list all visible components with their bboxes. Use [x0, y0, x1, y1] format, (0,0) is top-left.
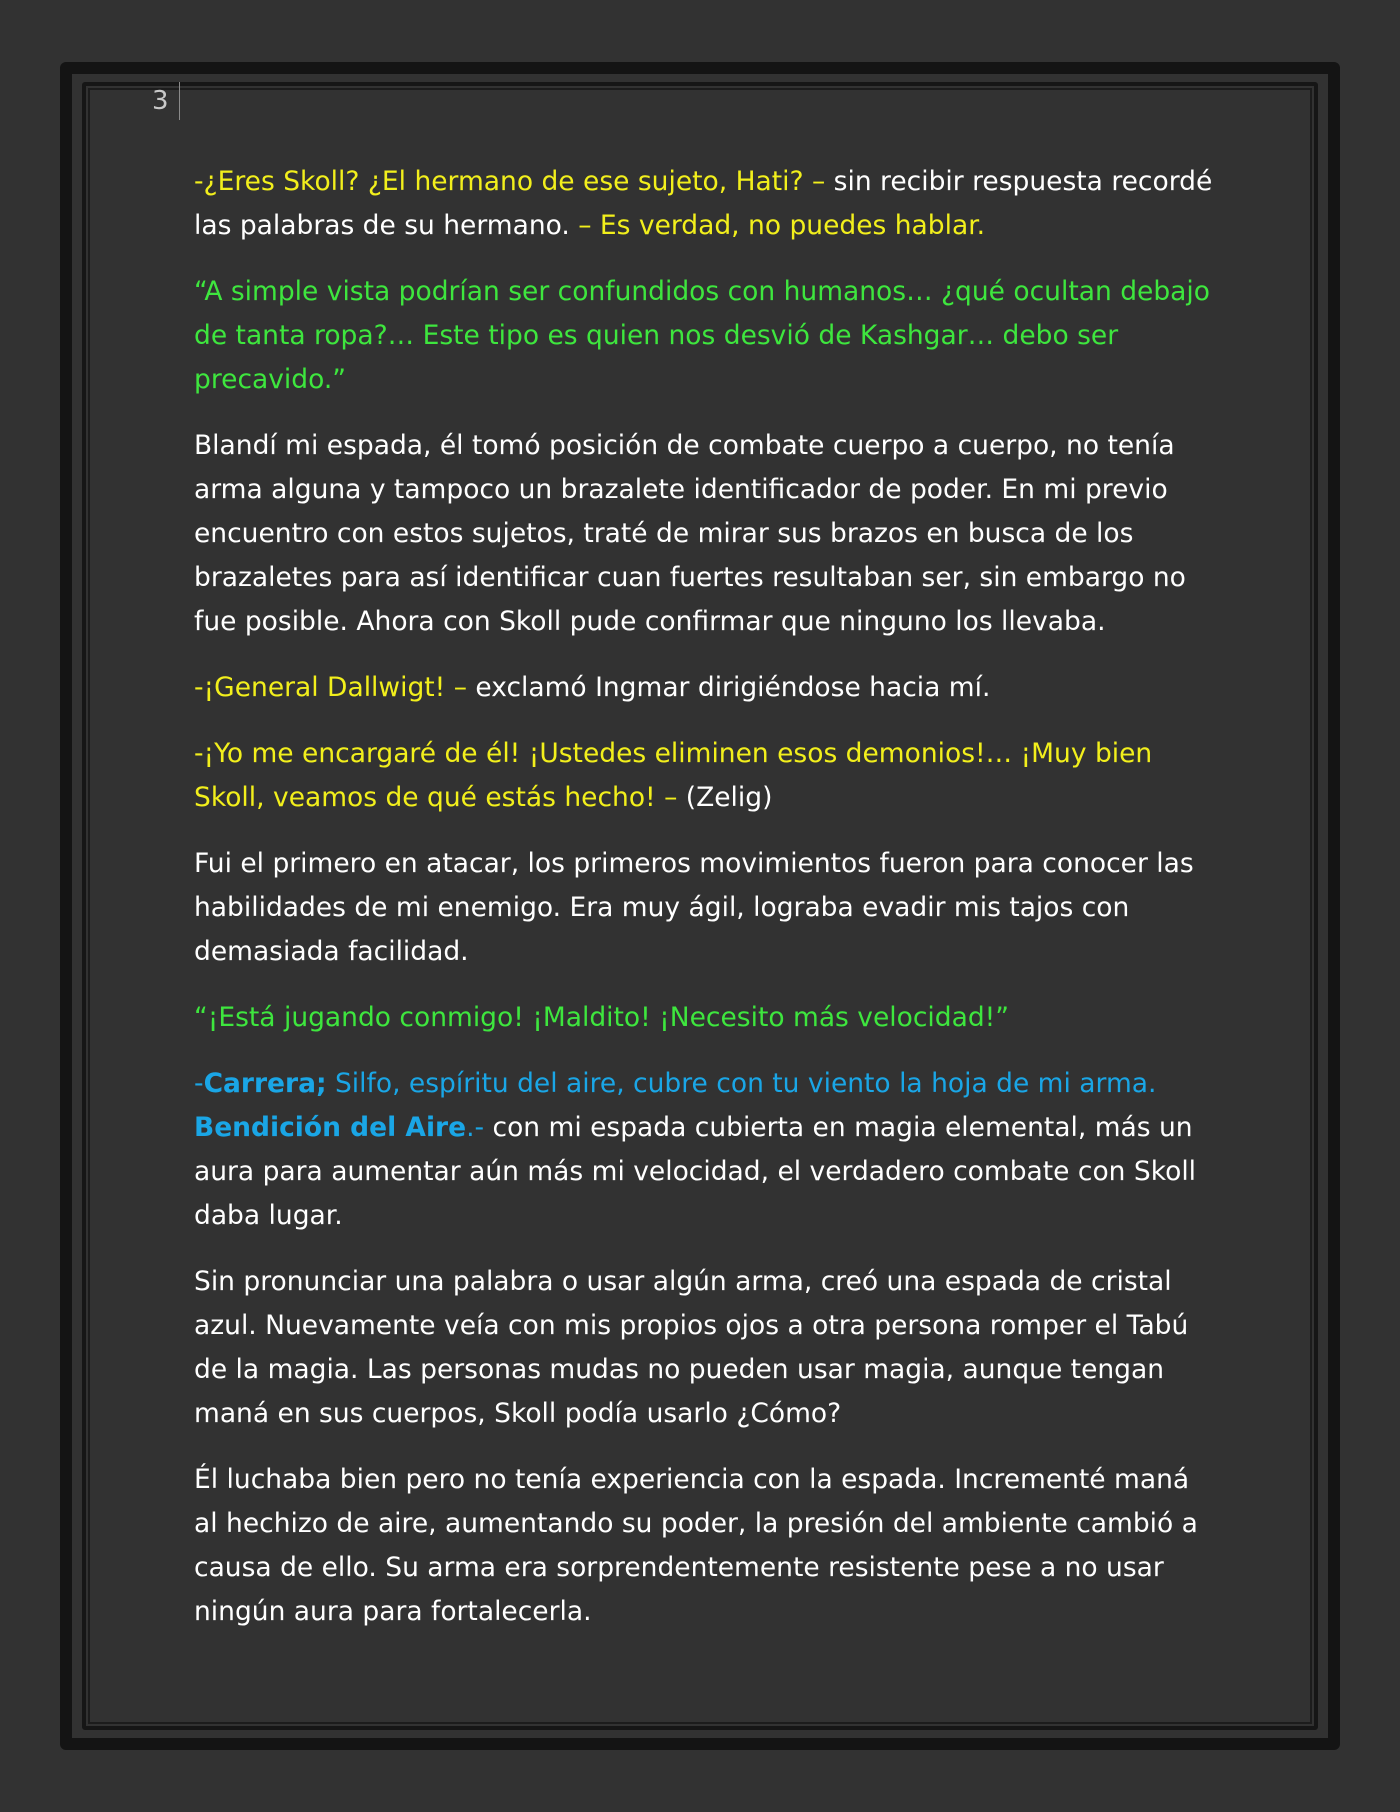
- spell-end: .-: [466, 1112, 485, 1143]
- dialogue-zelig: -¡Yo me encargaré de él! ¡Ustedes eliminen esos demonios!… ¡Muy bien Skoll, veamos de qué estás hecho! –: [194, 738, 1153, 813]
- paragraph-10: [194, 1458, 1216, 1634]
- dialogue-zelig: -¿Eres Skoll? ¿El hermano de ese sujeto, Hati? –: [194, 166, 826, 197]
- narration: Fui el primero en atacar, los primeros movimientos fueron para conocer las habilidades de mi enemigo. Era muy ágil, lograba evadir mis tajos con demasiada facilidad.: [194, 848, 1194, 967]
- dialogue-ingmar: -¡General Dallwigt! –: [194, 672, 467, 703]
- paragraph-1: [194, 160, 1216, 248]
- story-text: [194, 160, 1216, 1656]
- paragraph-7: [194, 996, 1216, 1040]
- page-number: 3: [144, 82, 180, 120]
- thought-text: “¡Está jugando conmigo! ¡Maldito! ¡Necesito más velocidad!”: [194, 1002, 1010, 1033]
- spell-dash: -: [194, 1068, 204, 1099]
- spell-name: Carrera;: [203, 1068, 327, 1099]
- narration: Blandí mi espada, él tomó posición de combate cuerpo a cuerpo, no tenía arma alguna y tampoco un brazalete identificador de poder. En mi previo encuentro con estos sujetos, traté de mirar sus brazos en busca de los brazaletes para así identificar cuan fuertes resultaban ser, sin embargo no fue posible. Ahora con Skoll pude confirmar que ninguno los llevaba.: [194, 430, 1186, 637]
- narration: con mi espada cubierta en magia elemental, más un aura para aumentar aún más mi velocidad, el verdadero combate con Skoll daba lugar.: [194, 1112, 1197, 1231]
- narration: sin recibir respuesta recordé las palabras de su hermano.: [194, 166, 1213, 241]
- dialogue-zelig: – Es verdad, no puedes hablar.: [578, 210, 986, 241]
- spell-incantation: Silfo, espíritu del aire, cubre con tu viento la hoja de mi arma.: [326, 1068, 1157, 1099]
- paragraph-6: [194, 842, 1216, 974]
- narration: Él luchaba bien pero no tenía experiencia con la espada. Incrementé maná al hechizo de aire, aumentando su poder, la presión del ambiente cambió a causa de ello. Su arma era sorprendentemente resistente pese a no usar ningún aura para fortalecerla.: [194, 1464, 1198, 1627]
- speaker-tag: (Zelig): [677, 782, 773, 813]
- paragraph-2: [194, 270, 1216, 402]
- paragraph-8: [194, 1062, 1216, 1238]
- paragraph-3: [194, 424, 1216, 644]
- paragraph-5: [194, 732, 1216, 820]
- spell-blessing: Bendición del Aire: [194, 1112, 467, 1143]
- paragraph-9: [194, 1260, 1216, 1436]
- thought-text: “A simple vista podrían ser confundidos con humanos… ¿qué ocultan debajo de tanta ropa?… Este tipo es quien nos desvió de Kashgar… debo ser precavido.”: [194, 276, 1210, 395]
- paragraph-4: [194, 666, 1216, 710]
- narration: Sin pronunciar una palabra o usar algún arma, creó una espada de cristal azul. Nuevamente veía con mis propios ojos a otra persona romper el Tabú de la magia. Las personas mudas no pueden usar magia, aunque tengan maná en sus cuerpos, Skoll podía usarlo ¿Cómo?: [194, 1266, 1189, 1429]
- narration: exclamó Ingmar dirigiéndose hacia mí.: [466, 672, 991, 703]
